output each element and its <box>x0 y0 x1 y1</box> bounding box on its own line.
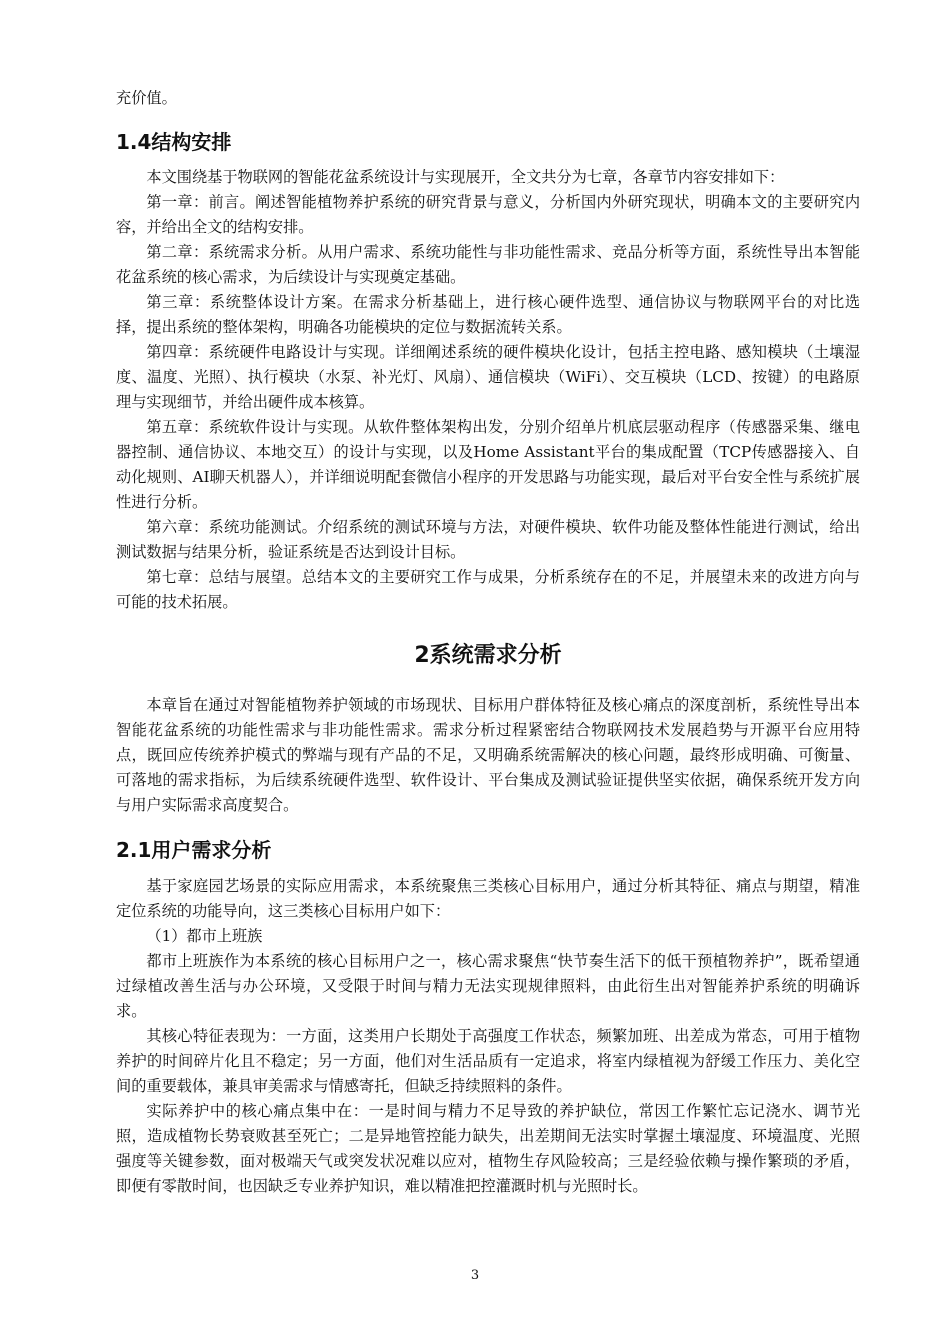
section-1-4-body <box>116 165 860 615</box>
section-2-1-title: 2.1用户需求分析 <box>116 838 272 862</box>
section-2-1-body <box>116 874 860 1199</box>
paragraph: 第四章：系统硬件电路设计与实现。详细阐述系统的硬件模块化设计，包括主控电路、感知模块（土壤湿度、温度、光照）、执行模块（水泵、补光灯、风扇）、通信模块（WiFi）、交互模块（LCD、按键）的电路原理与实现细节，并给出硬件成本核算。 <box>116 343 860 411</box>
list-heading: （1）都市上班族 <box>146 927 263 945</box>
paragraph: 第六章：系统功能测试。介绍系统的测试环境与方法，对硬件模块、软件功能及整体性能进行测试，给出测试数据与结果分析，验证系统是否达到设计目标。 <box>116 518 860 561</box>
paragraph: 第五章：系统软件设计与实现。从软件整体架构出发，分别介绍单片机底层驱动程序（传感器采集、继电器控制、通信协议、本地交互）的设计与实现，以及Home Assistant平台的集成配置（TCP传感器接入、自动化规则、AI聊天机器人），并详细说明配套微信小程序的开发思路与功能实现，最后对平台安全性与系统扩展性进行分析。 <box>116 418 860 511</box>
paragraph: 第二章：系统需求分析。从用户需求、系统功能性与非功能性需求、竞品分析等方面，系统性导出本智能花盆系统的核心需求，为后续设计与实现奠定基础。 <box>116 243 860 286</box>
document-page <box>116 86 860 1199</box>
page-number: 3 <box>470 1268 480 1283</box>
section-1-4-title: 1.4结构安排 <box>116 130 232 154</box>
paragraph: 第三章：系统整体设计方案。在需求分析基础上，进行核心硬件选型、通信协议与物联网平台的对比选择，提出系统的整体架构，明确各功能模块的定位与数据流转关系。 <box>116 293 860 336</box>
continuation-text: 充价值。 <box>116 89 177 107</box>
paragraph: 实际养护中的核心痛点集中在：一是时间与精力不足导致的养护缺位，常因工作繁忙忘记浇水、调节光照，造成植物长势衰败甚至死亡；二是异地管控能力缺失，出差期间无法实时掌握土壤湿度、环境温度、光照强度等关键参数，面对极端天气或突发状况难以应对，植物生存风险较高；三是经验依赖与操作繁琐的矛盾，即便有零散时间，也因缺乏专业养护知识，难以精准把控灌溉时机与光照时长。 <box>116 1102 860 1195</box>
paragraph: 基于家庭园艺场景的实际应用需求，本系统聚焦三类核心目标用户，通过分析其特征、痛点与期望，精准定位系统的功能导向，这三类核心目标用户如下： <box>116 877 860 920</box>
chapter-2-intro: 本章旨在通过对智能植物养护领域的市场现状、目标用户群体特征及核心痛点的深度剖析，系统性导出本智能花盆系统的功能性需求与非功能性需求。需求分析过程紧密结合物联网技术发展趋势与开源平台应用特点，既回应传统养护模式的弊端与现有产品的不足，又明确系统需解决的核心问题，最终形成明确、可衡量、可落地的需求指标，为后续系统硬件选型、软件设计、平台集成及测试验证提供坚实依据，确保系统开发方向与用户实际需求高度契合。 <box>116 696 860 814</box>
chapter-2-title: 2系统需求分析 <box>414 643 562 668</box>
paragraph: 第七章：总结与展望。总结本文的主要研究工作与成果，分析系统存在的不足，并展望未来的改进方向与可能的技术拓展。 <box>116 568 860 611</box>
paragraph: 第一章：前言。阐述智能植物养护系统的研究背景与意义，分析国内外研究现状，明确本文的主要研究内容，并给出全文的结构安排。 <box>116 193 860 236</box>
paragraph: 其核心特征表现为：一方面，这类用户长期处于高强度工作状态，频繁加班、出差成为常态，可用于植物养护的时间碎片化且不稳定；另一方面，他们对生活品质有一定追求，将室内绿植视为舒缓工作压力、美化空间的重要载体，兼具审美需求与情感寄托，但缺乏持续照料的条件。 <box>116 1027 860 1095</box>
paragraph: 都市上班族作为本系统的核心目标用户之一，核心需求聚焦“快节奏生活下的低干预植物养护”，既希望通过绿植改善生活与办公环境，又受限于时间与精力无法实现规律照料，由此衍生出对智能养护系统的明确诉求。 <box>116 952 860 1020</box>
paragraph: 本文围绕基于物联网的智能花盆系统设计与实现展开，全文共分为七章，各章节内容安排如下： <box>146 168 785 186</box>
